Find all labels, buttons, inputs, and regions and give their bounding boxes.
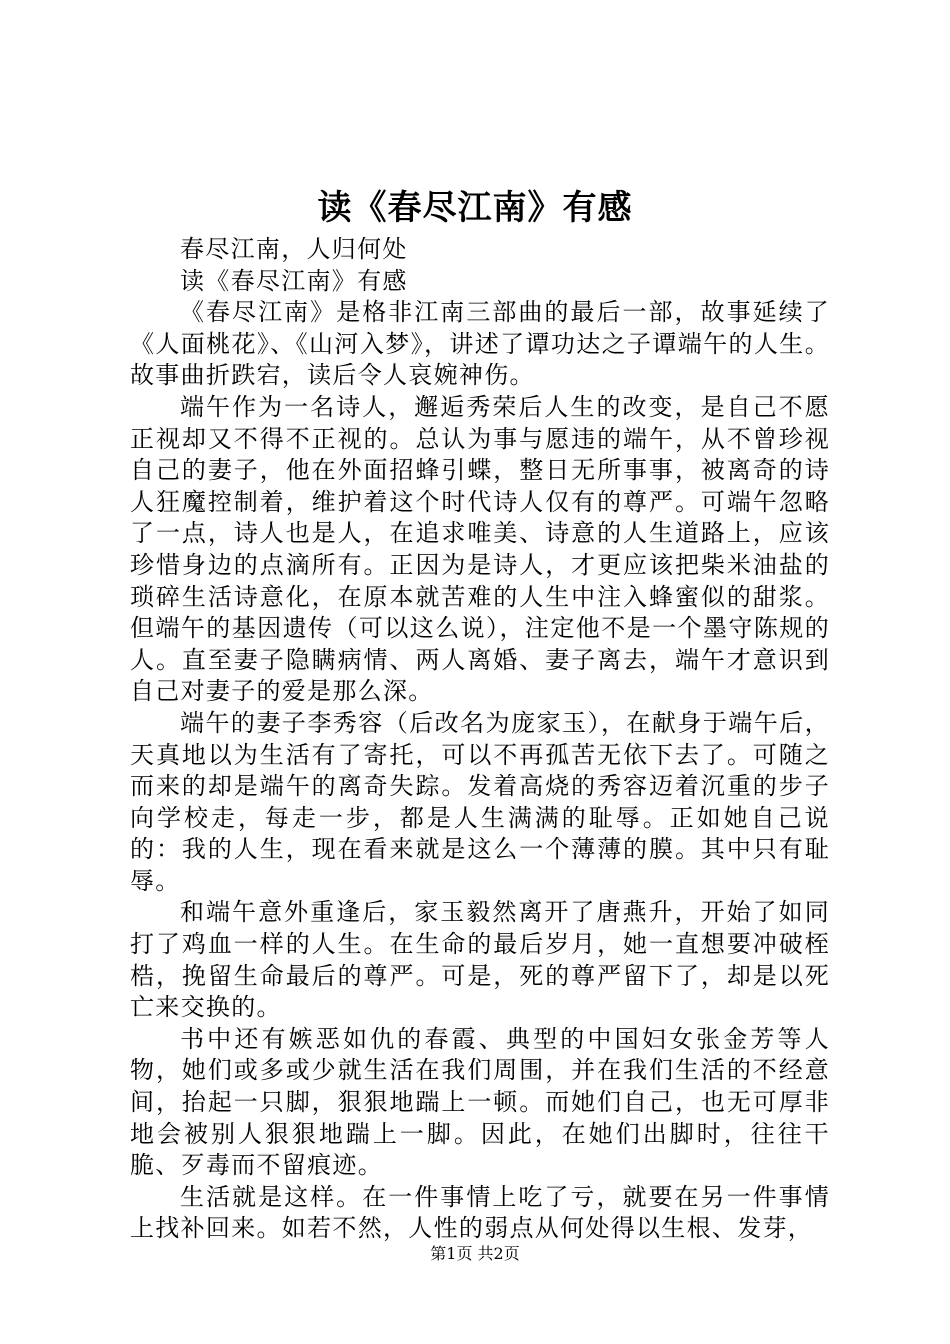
paragraph-xiurong: 端午的妻子李秀容（后改名为庞家玉），在献身于端午后，天真地以为生活有了寄托，可以不再孤苦无依下去了。可随之而来的却是端午的离奇失踪。发着高烧的秀容迈着沉重的步子向学校走，每走一步，都是人生满满的耻辱。正如她自己说的：我的人生，现在看来就是这么一个薄薄的膜。其中只有耻辱。 xyxy=(130,708,830,895)
paragraph-jiayu: 和端午意外重逢后，家玉毅然离开了唐燕升，开始了如同打了鸡血一样的人生。在生命的最后岁月，她一直想要冲破桎梏，挽留生命最后的尊严。可是，死的尊严留下了，却是以死亡来交换的。 xyxy=(130,898,830,1022)
paragraph-heading: 读《春尽江南》有感 xyxy=(180,266,408,295)
paragraph-duanwu: 端午作为一名诗人，邂逅秀荣后人生的改变，是自己不愿正视却又不得不正视的。总认为事与愿违的端午，从不曾珍视自己的妻子，他在外面招蜂引蝶，整日无所事事，被离奇的诗人狂魔控制着，维护着这个时代诗人仅有的尊严。可端午忽略了一点，诗人也是人，在追求唯美、诗意的人生道路上，应该珍惜身边的点滴所有。正因为是诗人，才更应该把柴米油盐的琐碎生活诗意化，在原本就苦难的人生中注入蜂蜜似的甜浆。但端午的基因遗传（可以这么说），注定他不是一个墨守陈规的人。直至妻子隐瞒病情、两人离婚、妻子离去，端午才意识到自己对妻子的爱是那么深。 xyxy=(130,392,830,706)
paragraph-life: 生活就是这样。在一件事情上吃了亏，就要在另一件事情上找补回来。如若不然，人性的弱点从何处得以生根、发芽， xyxy=(130,1182,830,1243)
paragraph-characters: 书中还有嫉恶如仇的春霞、典型的中国妇女张金芳等人物，她们或多或少就生活在我们周围，并在我们生活的不经意间，抬起一只脚，狠狠地踹上一顿。而她们自己，也无可厚非地会被别人狠狠地踹上一脚。因此，在她们出脚时，往往干脆、歹毒而不留痕迹。 xyxy=(130,1024,830,1180)
paragraph-subtitle: 春尽江南，人归何处 xyxy=(180,235,408,263)
page-footer: 第1页 共2页 xyxy=(430,1244,520,1263)
paragraph-intro: 《春尽江南》是格非江南三部曲的最后一部，故事延续了《人面桃花》、《山河入梦》，讲述了谭功达之子谭端午的人生。故事曲折跌宕，读后令人哀婉神伤。 xyxy=(130,298,830,390)
document-title: 读《春尽江南》有感 xyxy=(317,188,633,228)
document-body xyxy=(130,234,830,1245)
